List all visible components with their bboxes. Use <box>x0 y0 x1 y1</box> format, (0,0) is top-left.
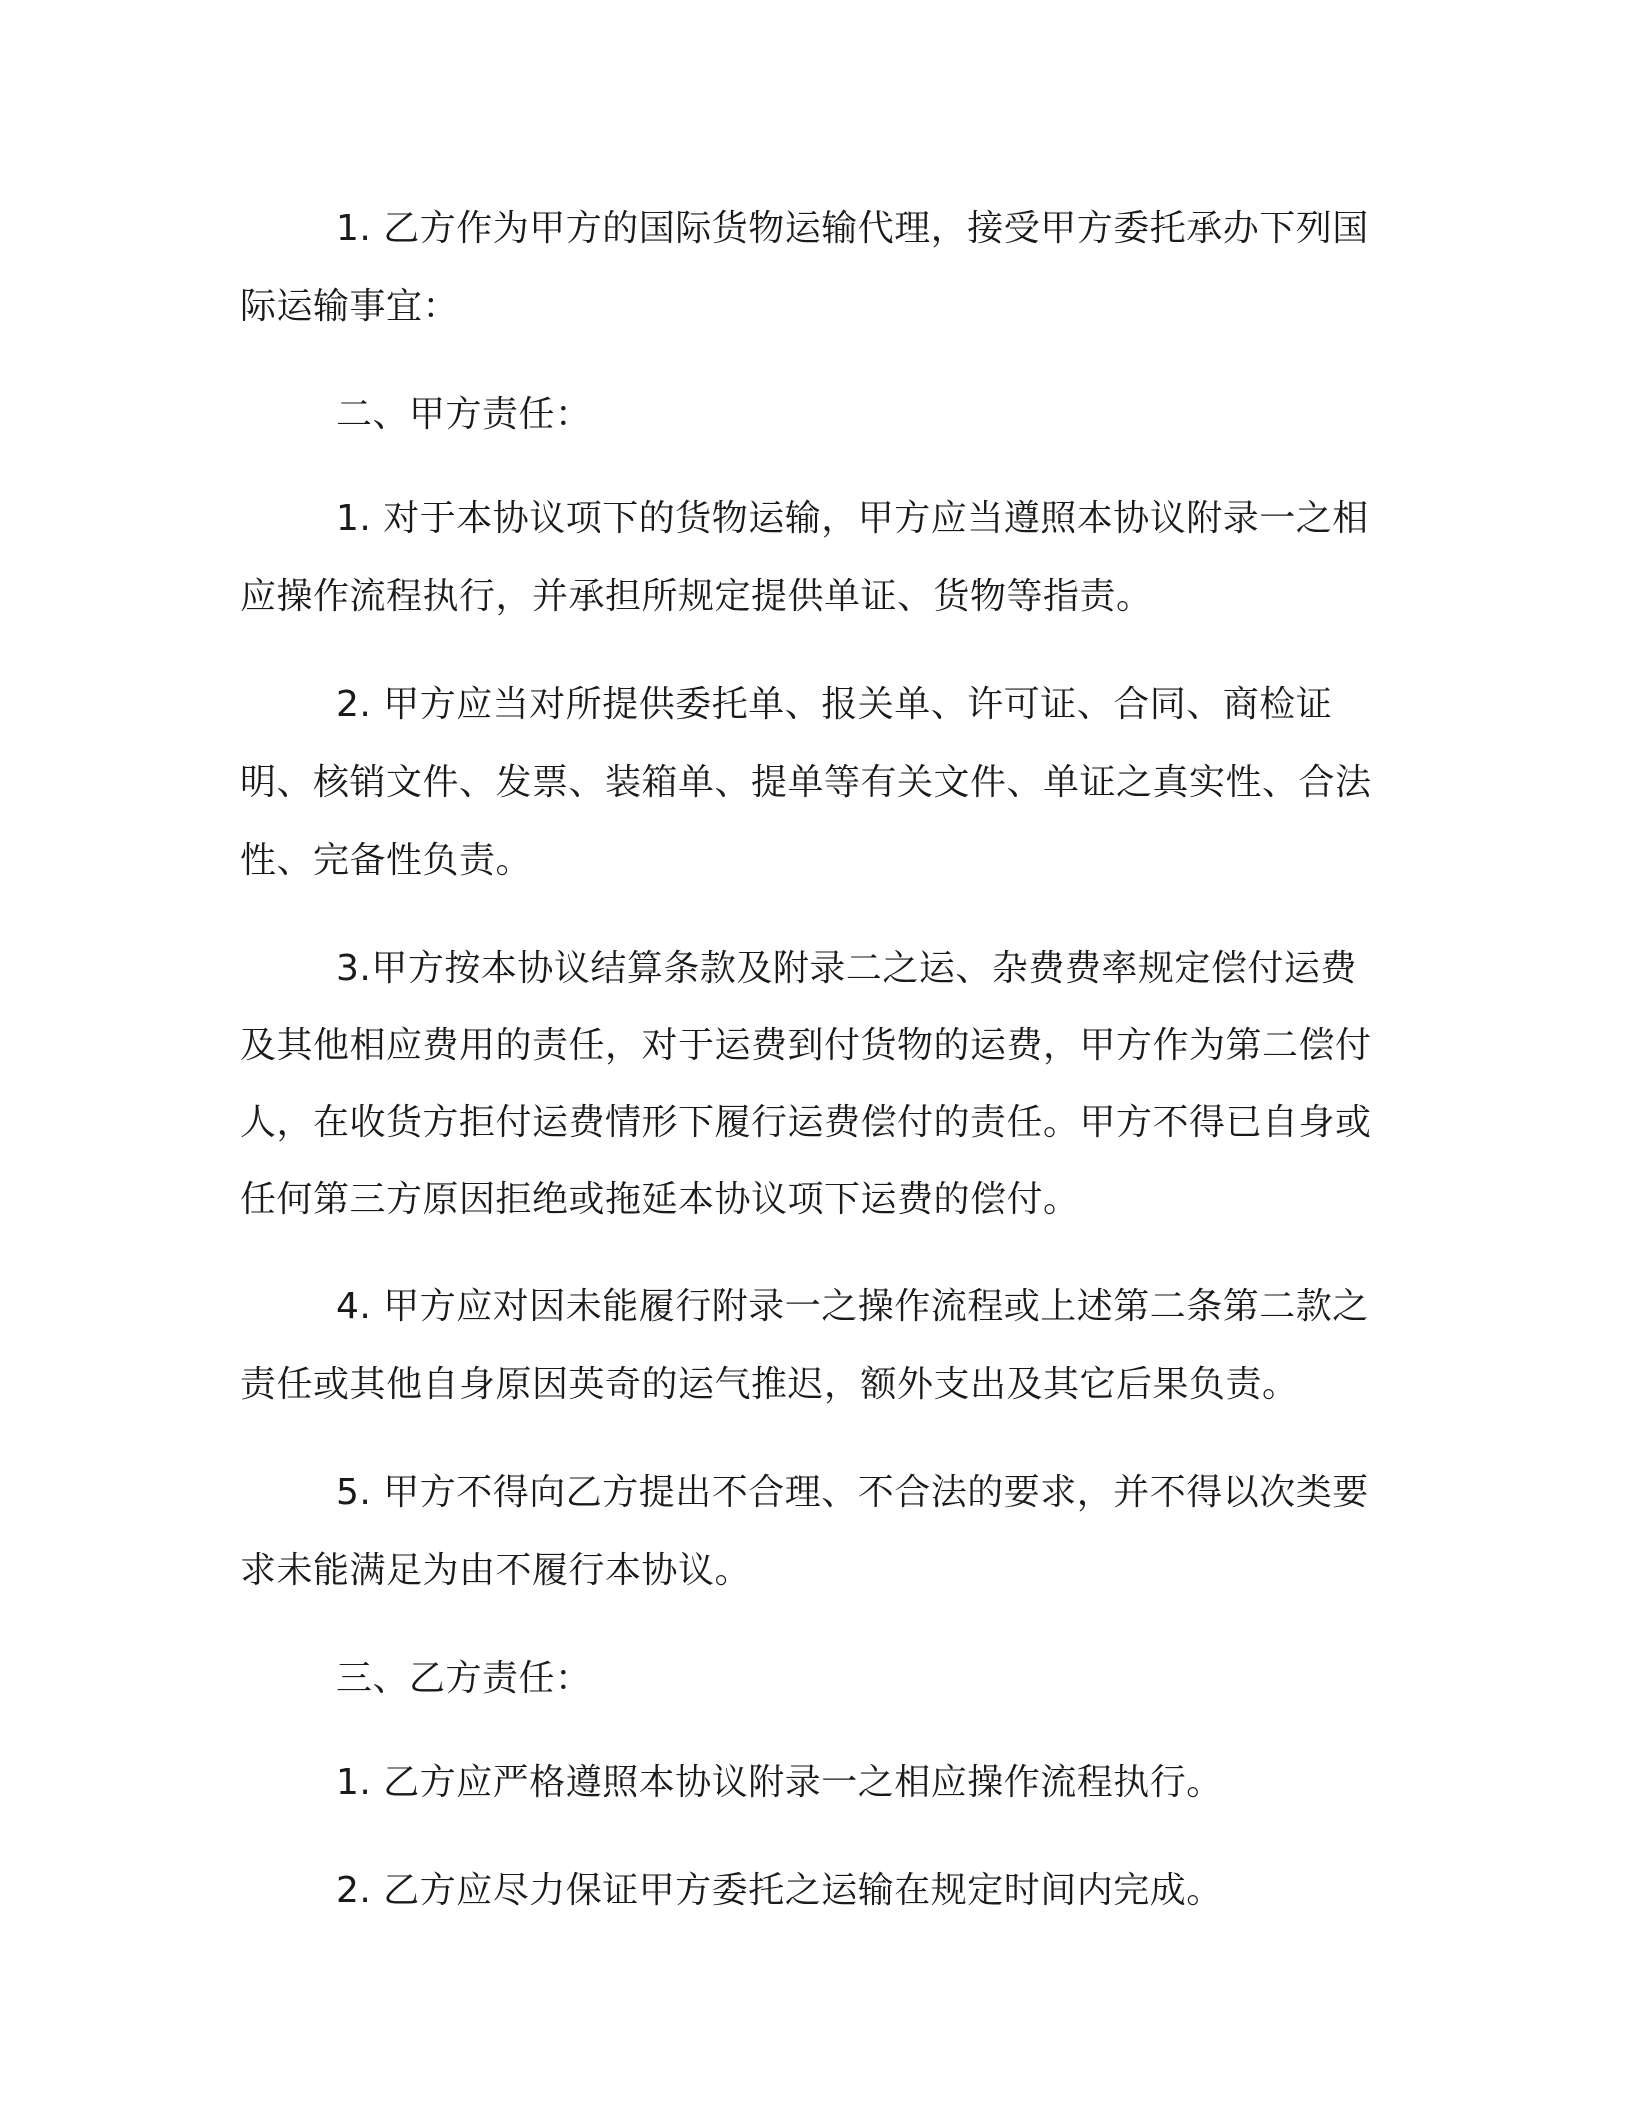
paragraph-party-b-2: 2. 乙方应尽力保证甲方委托之运输在规定时间内完成。 <box>336 1870 1223 1911</box>
paragraph-party-a-1: 1. 对于本协议项下的货物运输，甲方应当遵照本协议附录一之相应操作流程执行，并承担所规定提供单证、货物等指责。 <box>240 498 1369 617</box>
section-heading-party-b: 三、乙方责任： <box>336 1658 592 1699</box>
section-heading-party-a: 二、甲方责任： <box>336 394 592 435</box>
paragraph-clause-1: 1. 乙方作为甲方的国际货物运输代理，接受甲方委托承办下列国际运输事宜： <box>240 208 1369 327</box>
document-body <box>240 190 1390 1960</box>
paragraph-party-a-5: 5. 甲方不得向乙方提出不合理、不合法的要求，并不得以次类要求未能满足为由不履行本协议。 <box>240 1472 1369 1591</box>
paragraph-party-a-2: 2. 甲方应当对所提供委托单、报关单、许可证、合同、商检证明、核销文件、发票、装箱单、提单等有关文件、单证之真实性、合法性、完备性负责。 <box>240 684 1372 881</box>
paragraph-party-a-3: 3.甲方按本协议结算条款及附录二之运、杂费费率规定偿付运费及其他相应费用的责任，对于运费到付货物的运费，甲方作为第二偿付人，在收货方拒付运费情形下履行运费偿付的责任。甲方不得已自身或任何第三方原因拒绝或拖延本协议项下运费的偿付。 <box>240 948 1372 1220</box>
paragraph-party-b-1: 1. 乙方应严格遵照本协议附录一之相应操作流程执行。 <box>336 1762 1223 1803</box>
paragraph-party-a-4: 4. 甲方应对因未能履行附录一之操作流程或上述第二条第二款之责任或其他自身原因英奇的运气推迟，额外支出及其它后果负责。 <box>240 1286 1369 1405</box>
